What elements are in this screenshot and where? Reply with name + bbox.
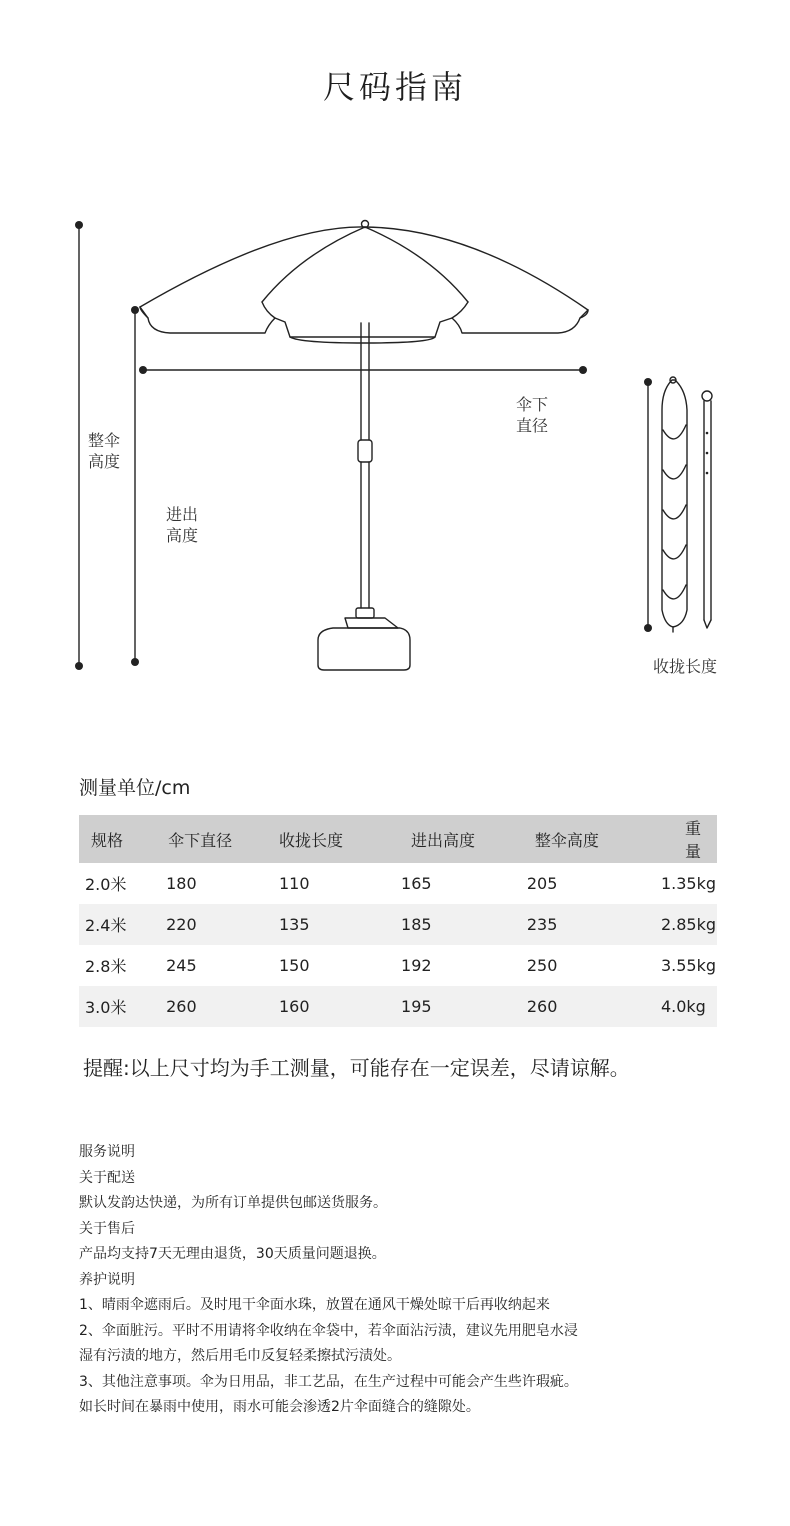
header-total-height: 整伞高度 xyxy=(519,815,653,863)
table-cell: 195 xyxy=(393,986,519,1027)
table-row xyxy=(79,986,717,1027)
folded-length-label: 收拢长度 xyxy=(653,657,718,676)
table-cell: 205 xyxy=(526,874,558,893)
table-row xyxy=(79,904,717,945)
service-info xyxy=(79,1140,719,1421)
table-cell: 2.0米 xyxy=(85,875,127,894)
header-clearance-height: 进出高度 xyxy=(393,815,519,863)
diameter-label: 伞下 直径 xyxy=(516,395,549,435)
table-cell: 245 xyxy=(166,956,197,975)
header-folded-length: 收拢长度 xyxy=(271,815,393,863)
table-cell: 3.55kg xyxy=(660,956,716,975)
table-cell: 192 xyxy=(401,956,432,975)
service-heading: 服务说明 xyxy=(79,1144,135,1160)
clearance-height-label: 进出 高度 xyxy=(166,505,199,545)
care-heading: 养护说明 xyxy=(79,1271,135,1288)
delivery-heading: 关于配送 xyxy=(79,1169,135,1186)
header-spec: 规格 xyxy=(79,815,158,863)
table-cell: 220 xyxy=(158,904,271,945)
table-cell: 235 xyxy=(519,904,653,945)
table-cell: 260 xyxy=(158,986,271,1027)
table-cell: 150 xyxy=(278,956,310,975)
table-cell: 2.4米 xyxy=(79,904,158,945)
care-item: 如长时间在暴雨中使用，雨水可能会渗透2片伞面缝合的缝隙处。 xyxy=(79,1399,480,1415)
measurement-note: 提醒:以上尺寸均为手工测量，可能存在一定误差，尽请谅解。 xyxy=(83,1056,630,1080)
table-cell: 2.85kg xyxy=(653,904,717,945)
table-cell: 2.8米 xyxy=(85,957,127,976)
canopy-top xyxy=(140,227,588,310)
measurement-unit-label: 测量单位/cm xyxy=(79,777,191,799)
table-row xyxy=(79,945,717,986)
base-top xyxy=(345,618,398,628)
aftersale-text: 产品均支持7天无理由退货，30天质量问题退换。 xyxy=(79,1246,386,1262)
table-cell: 110 xyxy=(278,874,310,893)
table-cell: 180 xyxy=(166,874,197,893)
care-item: 1、晴雨伞遮雨后。及时甩干伞面水珠，放置在通风干燥处晾干后再收纳起来 xyxy=(79,1297,550,1313)
umbrella-size-diagram xyxy=(0,200,790,720)
size-table xyxy=(79,815,717,1027)
table-cell: 4.0kg xyxy=(653,986,717,1027)
table-cell: 185 xyxy=(393,904,519,945)
care-item: 3、其他注意事项。伞为日用品，非工艺品，在生产过程中可能会产生些许瑕疵。 xyxy=(79,1373,578,1390)
base-body xyxy=(318,628,410,670)
table-cell: 135 xyxy=(271,904,393,945)
header-diameter: 伞下直径 xyxy=(158,815,271,863)
care-item: 湿有污渍的地方，然后用毛巾反复轻柔擦拭污渍处。 xyxy=(79,1348,401,1364)
table-row xyxy=(79,863,717,904)
folded-pole-top xyxy=(702,391,712,401)
page-title: 尺码指南 xyxy=(322,68,467,106)
delivery-text: 默认发韵达快递，为所有订单提供包邮送货服务。 xyxy=(79,1195,387,1211)
table-cell: 165 xyxy=(401,874,432,893)
total-height-label: 整伞 高度 xyxy=(88,431,121,471)
header-weight: 重量 xyxy=(653,815,717,863)
care-item: 2、伞面脏污。平时不用请将伞收纳在伞袋中，若伞面沾污渍，建议先用肥皂水浸 xyxy=(79,1322,578,1339)
aftersale-heading: 关于售后 xyxy=(79,1220,135,1237)
table-cell: 260 xyxy=(519,986,653,1027)
table-cell: 160 xyxy=(271,986,393,1027)
table-cell: 250 xyxy=(526,956,558,975)
table-header-row xyxy=(79,815,717,863)
table-cell: 1.35kg xyxy=(660,874,716,893)
table-cell: 3.0米 xyxy=(79,986,158,1027)
canopy-valance xyxy=(140,307,588,337)
